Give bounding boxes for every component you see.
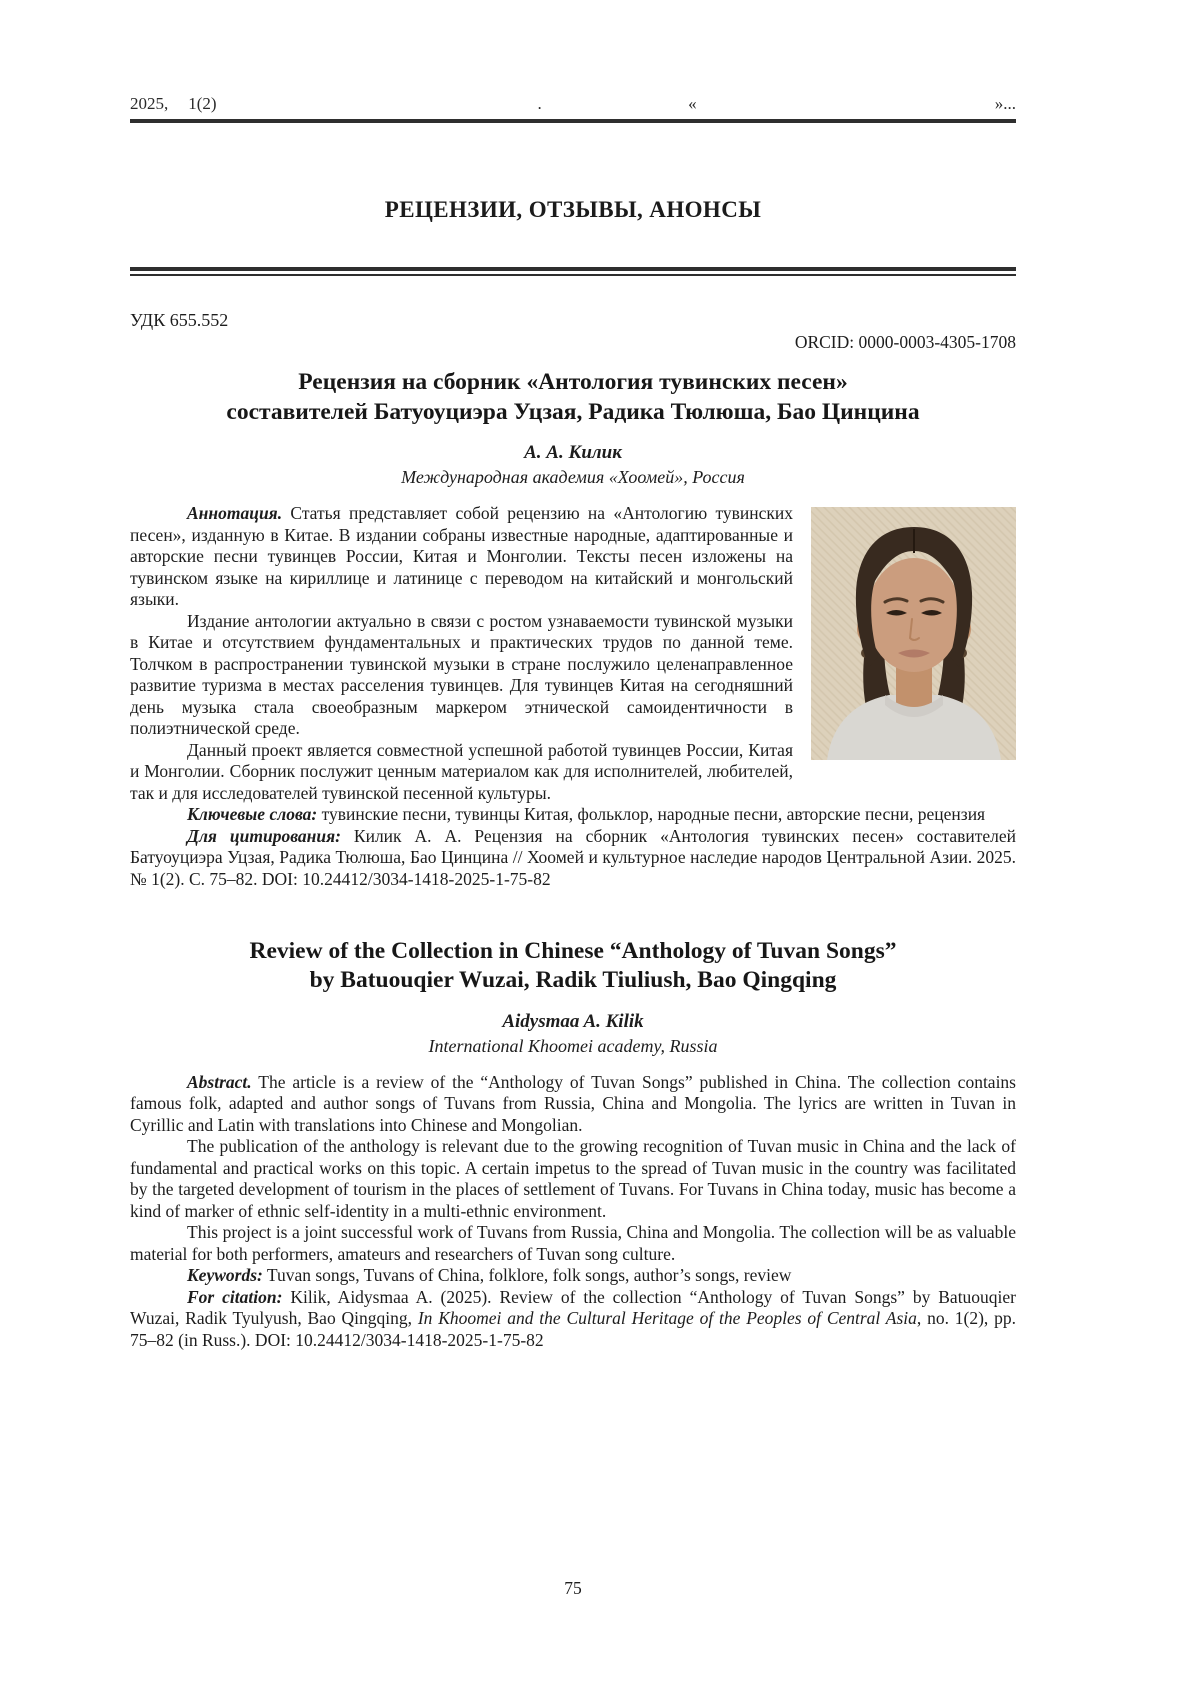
keywords-en-label: Keywords: [187, 1265, 263, 1286]
article-title-en-line1: Review of the Collection in Chinese “Anthology of Tuvan Songs” [249, 937, 897, 964]
issue-number: 1(2) [188, 94, 217, 113]
author-name-ru: А. А. Килик [524, 442, 622, 464]
abstract-en-paragraph-1 [130, 1072, 1016, 1137]
article-title-ru-line1: Рецензия на сборник «Антология тувинских песен» [298, 369, 848, 395]
orcid-id: ORCID: 0000-0003-4305-1708 [794, 332, 1016, 352]
article-title-ru-line2: составителей Батуоуциэра Уцзая, Радика Тюлюша, Бао Цинцина [226, 398, 920, 425]
abstract-en [130, 1072, 1016, 1352]
section-title: РЕЦЕНЗИИ, ОТЗЫВЫ, АНОНСЫ [384, 197, 762, 222]
abstract-ru-text-1: Статья представляет собой рецензию на «Антологию тувинских песен», изданную в Китае. В издании собраны известные народные, адаптированные и авторские песни тувинцев России, Китая и Монголии. Тексты песен изложены на тувинском языке на кириллице и латинице с переводом на китайский и монгольский языки. [130, 503, 793, 610]
header-left-quote: « [688, 94, 697, 113]
keywords-en [130, 1265, 1016, 1287]
citation-en [130, 1287, 1016, 1352]
running-head [130, 0, 1016, 114]
issue-year: 2025, [130, 94, 169, 113]
citation-ru-label: Для цитирования: [187, 825, 341, 846]
author-photo-illustration [811, 507, 1016, 760]
citation-en-journal: In Khoomei and the Cultural Heritage of the Peoples of Central Asia [417, 1308, 917, 1329]
citation-en-label: For citation: [187, 1286, 283, 1307]
abstract-en-paragraph-3: This project is a joint successful work of Tuvans from Russia, China and Mongolia. The collection will be as valuable material for both performers, amateurs and researchers of Tuvan song culture. [130, 1222, 1016, 1264]
affiliation-en: International Khoomei academy, Russia [428, 1035, 718, 1056]
header-right-quote: »... [994, 94, 1016, 113]
article-title-en-line2: by Batuouqier Wuzai, Radik Tiuliush, Bao Qingqing [309, 967, 837, 994]
article-title-en [130, 937, 1016, 996]
issue-info [130, 94, 217, 114]
affiliation-ru: Международная академия «Хоомей», Россия [401, 467, 745, 488]
keywords-ru-label: Ключевые слова: [187, 804, 318, 825]
abstract-ru-paragraph-3: Данный проект является совместной успешной работой тувинцев России, Китая и Монголии. Сборник послужит ценным материалом как для исполнителей, любителей, так и для исследователей тувинской песенной культуры. [130, 739, 793, 803]
section-divider [130, 267, 1016, 276]
citation-en-part2: , no. 1(2), pp. 75–82 (in Russ.). DOI: 10.24412/3034-1418-2025-1-75-82 [130, 1308, 1016, 1350]
author-photo [811, 507, 1016, 760]
abstract-ru-label: Аннотация. [187, 503, 283, 524]
header-dot: . [537, 94, 542, 113]
abstract-en-text-1: The article is a review of the “Anthology of Tuvan Songs” published in China. The collection contains famous folk, adapted and author songs of Tuvans from Russia, China and Mongolia. The lyrics are written in Tuvan in Cyrillic and Latin with translations into Chinese and Mongolian. [130, 1071, 1016, 1135]
article-title-ru [130, 368, 1016, 427]
page-number: 75 [564, 1578, 582, 1598]
udk-code: УДК 655.552 [130, 310, 229, 330]
keywords-ru [130, 804, 1016, 826]
abstract-ru [130, 503, 1016, 890]
author-name-en: Aidysmaa A. Kilik [502, 1010, 644, 1032]
abstract-en-paragraph-2: The publication of the anthology is relevant due to the growing recognition of Tuvan music in China and the lack of fundamental and practical works on this topic. A certain impetus to the spread of Tuvan music in the country was facilitated by the targeted development of tourism in the places of settlement of Tuvans. For Tuvans in China today, music has become a kind of marker of ethnic self-identity in a multi-ethnic environment. [130, 1136, 1016, 1221]
keywords-ru-text: тувинские песни, тувинцы Китая, фольклор, народные песни, авторские песни, рецензия [321, 804, 986, 825]
abstract-ru-paragraph-2: Издание антологии актуально в связи с ростом узнаваемости тувинской музыки в Китае и отсутствием фундаментальных и практических трудов по данной теме. Толчком в распространении тувинской музыки в стране послужило целенаправленное развитие туризма в местах расселения тувинцев. Для тувинцев Китая на сегодняшний день музыка стала своеобразным маркером этнической самоидентичности в полиэтнической среде. [130, 610, 793, 739]
citation-en-part1: Kilik, Aidysmaa A. (2025). Review of the collection “Anthology of Tuvan Songs” by Batuouqier Wuzai, Radik Tyulyush, Bao Qingqing, [130, 1286, 1017, 1329]
header-rule [130, 119, 1016, 123]
keywords-en-text: Tuvan songs, Tuvans of China, folklore, folk songs, author’s songs, review [266, 1265, 792, 1286]
citation-ru [130, 826, 1016, 891]
citation-ru-text: Килик А. А. Рецензия на сборник «Антология тувинских песен» составителей Батуоуциэра Уцзая, Радика Тюлюша, Бао Цинцина // Хоомей и культурное наследие народов Центральной Азии. 2025. № 1(2). С. 75–82. DOI: 10.24412/3034-1418-2025-1-75-82 [130, 825, 1016, 889]
abstract-en-label: Abstract. [187, 1071, 252, 1092]
